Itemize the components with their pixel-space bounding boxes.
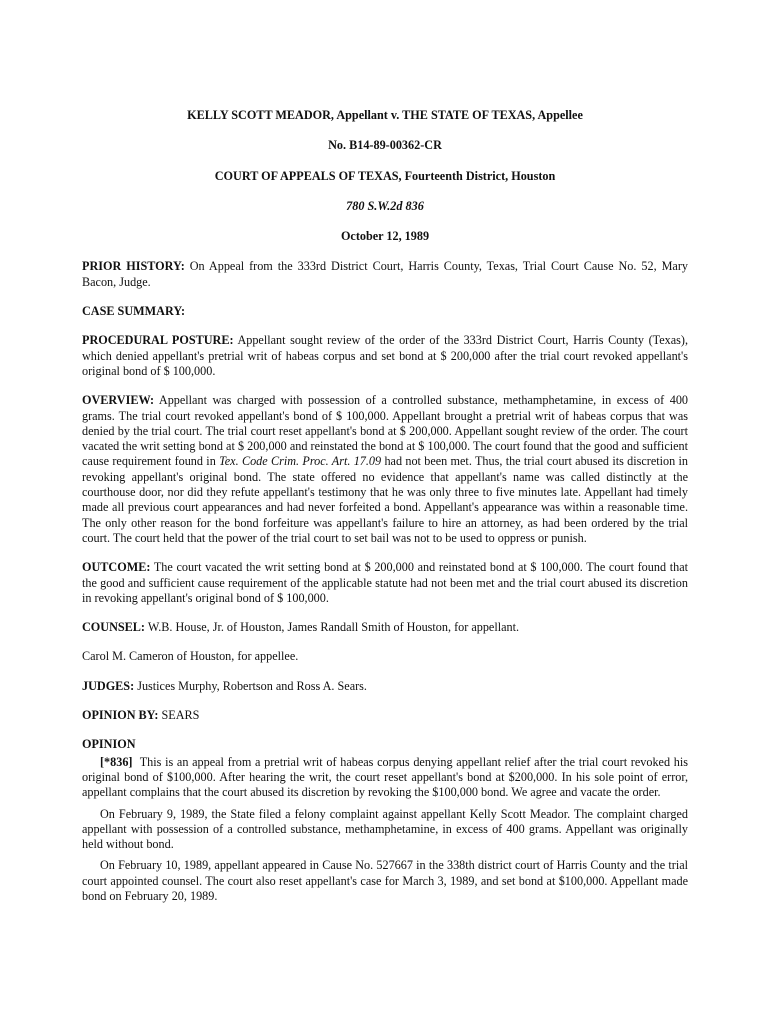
counsel-appellant-text: W.B. House, Jr. of Houston, James Randall Smith of Houston, for appellant.: [147, 620, 520, 635]
overview-text-before: Appellant was charged with possession of a controlled substance, methamphetamine, in excess of 400 grams. The trial court revoked appellant's bond of $ 100,000. Appellant brought a pretrial writ of habeas corpus that was denied by the trial court. The trial court reset appellant's bond at $ 200,000. Appellant sought review of the order. The court vacated the writ setting bond at $ 200,000 and reinstated the bond at $ 100,000. The court found that the good and sufficient cause requirement found in: [82, 393, 689, 469]
counsel-appellant: [82, 620, 688, 635]
prior-history-text: On Appeal from the 333rd District Court, Harris County, Texas, Trial Court Cause No. 52, Mary Bacon, Judge.: [82, 259, 688, 289]
judges: [82, 679, 688, 694]
statute-citation: Tex. Code Crim. Proc. Art. 17.09: [219, 454, 382, 469]
overview: [82, 393, 688, 546]
case-summary-heading: [82, 304, 688, 319]
star-page-marker: [*836]: [100, 754, 133, 769]
counsel-appellee: Carol M. Cameron of Houston, for appellee.: [82, 649, 299, 664]
overview-text-after: had not been met. Thus, the trial court abused its discretion in revoking appellant's original bond. The state offered no evidence that appellant's name was called distinctly at the courthouse door, nor did they refute appellant's testimony that he was only three to five minutes late. Appellant had timely made all previous court appearances and had never forfeited a bond. Appellant's appearance was within a reasonable time. The only other reason for the bond forfeiture was appellant's failure to hire an attorney, as had been ordered by the trial court. The court held that the power of the trial court to set bail was not to be used to oppress or punish.: [82, 454, 689, 545]
opinion-paragraph-3: On February 10, 1989, appellant appeared in Cause No. 527667 in the 338th district court of Harris County and the trial court appointed counsel. The court also reset appellant's case for March 3, 1989, and set bond at $100,000. Appellant made bond on February 20, 1989.: [82, 858, 688, 903]
procedural-posture-text: Appellant sought review of the order of the 333rd District Court, Harris County (Texas), which denied appellant's pretrial writ of habeas corpus and set bond at $ 200,000 after the trial court revoked appellant's original bond of $ 100,000.: [82, 333, 689, 378]
case-summary-label: CASE SUMMARY:: [82, 304, 186, 319]
opinion-by-label: OPINION BY:: [82, 708, 159, 723]
prior-history-label: PRIOR HISTORY:: [82, 259, 185, 274]
judges-text: Justices Murphy, Robertson and Ross A. Sears.: [137, 678, 367, 693]
opinion-paragraph-2: On February 9, 1989, the State filed a felony complaint against appellant Kelly Scott Meador. The complaint charged appellant with possession of a controlled substance, methamphetamine, in excess of 400 grams. Appellant was originally held without bond.: [82, 806, 688, 852]
docket-number: No. B14-89-00362-CR: [328, 138, 442, 153]
outcome-label: OUTCOME:: [82, 560, 151, 575]
procedural-posture: [82, 333, 688, 379]
document-page: [82, 108, 688, 910]
judges-label: JUDGES:: [82, 678, 135, 693]
overview-label: OVERVIEW:: [82, 393, 155, 408]
opinion-paragraph-1: [82, 755, 688, 801]
opinion-heading: OPINION: [82, 737, 136, 752]
decision-date: October 12, 1989: [340, 229, 430, 244]
outcome-text: The court vacated the writ setting bond at $ 200,000 and reinstated bond at $ 100,000. The court found that the good and sufficient cause requirement of the applicable statute had not been met and the trial court abused its discretion in revoking appellant's original bond of $ 100,000.: [82, 560, 688, 605]
opinion-by-text: SEARS: [161, 708, 200, 723]
procedural-posture-label: PROCEDURAL POSTURE:: [82, 333, 234, 348]
counsel-label: COUNSEL:: [82, 620, 145, 635]
opinion-paragraph-1-text: This is an appeal from a pretrial writ of habeas corpus denying appellant relief after the trial court revoked his original bond of $100,000. After hearing the writ, the court reset appellant's bond at $200,000. In his sole point of error, appellant complains that the court abused its discretion by revoking the $100,000 bond. We agree and vacate the order.: [82, 754, 688, 800]
outcome: [82, 560, 688, 606]
reporter-citation: 780 S.W.2d 836: [346, 198, 424, 213]
prior-history: [82, 259, 688, 290]
case-parties: KELLY SCOTT MEADOR, Appellant v. THE STATE OF TEXAS, Appellee: [187, 108, 583, 122]
opinion-by: [82, 708, 688, 723]
court-name: COURT OF APPEALS OF TEXAS, Fourteenth District, Houston: [214, 168, 556, 183]
